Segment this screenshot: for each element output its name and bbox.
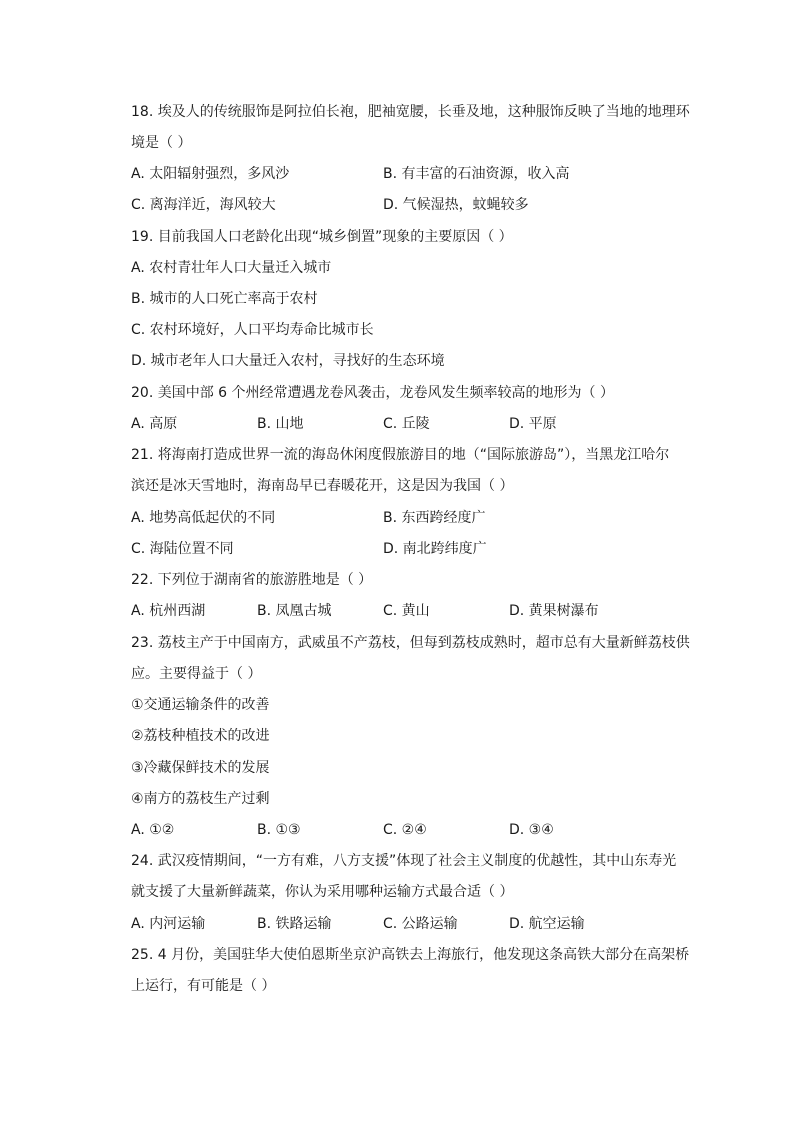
q21-option-d[interactable]: D. 南北跨纬度广 (383, 541, 487, 557)
q23-item-4: ④南方的荔枝生产过剩 (131, 791, 270, 807)
q18-option-b[interactable]: B. 有丰富的石油资源，收入高 (383, 166, 570, 182)
q20-option-b[interactable]: B. 山地 (257, 416, 304, 432)
q21-option-c[interactable]: C. 海陆位置不同 (131, 541, 234, 557)
q19-option-b[interactable]: B. 城市的人口死亡率高于农村 (131, 291, 318, 307)
q22-option-d[interactable]: D. 黄果树瀑布 (509, 603, 599, 619)
q21-stem-line2: 滨还是冰天雪地时，海南岛早已春暖花开，这是因为我国（ ） (131, 478, 514, 494)
q20-option-d[interactable]: D. 平原 (509, 416, 557, 432)
q18-options-row2 (131, 195, 691, 215)
q20-option-a[interactable]: A. 高原 (131, 416, 178, 432)
q21-option-a[interactable]: A. 地势高低起伏的不同 (131, 510, 276, 526)
q25-stem-line2: 上运行，有可能是（ ） (131, 978, 276, 994)
q18-stem-line1: 18. 埃及人的传统服饰是阿拉伯长袍，肥袖宽腰，长垂及地，这种服饰反映了当地的地理环 (131, 104, 690, 120)
q25-stem-line1: 25. 4 月份，美国驻华大使伯恩斯坐京沪高铁去上海旅行，他发现这条高铁大部分在高架桥 (131, 947, 690, 963)
q24-stem-line1: 24. 武汉疫情期间，“一方有难，八方支援”体现了社会主义制度的优越性，其中山东寿光 (131, 853, 677, 869)
q23-option-a[interactable]: A. ①② (131, 822, 175, 838)
q23-item-2: ②荔枝种植技术的改进 (131, 728, 270, 744)
q18-option-d[interactable]: D. 气候湿热，蚊蝇较多 (383, 197, 529, 213)
q24-option-b[interactable]: B. 铁路运输 (257, 916, 332, 932)
q24-option-a[interactable]: A. 内河运输 (131, 916, 206, 932)
q23-stem-line1: 23. 荔枝主产于中国南方，武威虽不产荔枝，但每到荔枝成熟时，超市总有大量新鲜荔枝供 (131, 635, 690, 651)
q22-option-a[interactable]: A. 杭州西湖 (131, 603, 206, 619)
q23-options (131, 820, 691, 840)
q18-stem-line2: 境是（ ） (131, 135, 192, 151)
q22-options (131, 601, 691, 621)
q19-option-d[interactable]: D. 城市老年人口大量迁入农村，寻找好的生态环境 (131, 353, 445, 369)
q24-options (131, 914, 691, 934)
q23-option-c[interactable]: C. ②④ (383, 822, 427, 838)
q20-option-c[interactable]: C. 丘陵 (383, 416, 430, 432)
q24-option-c[interactable]: C. 公路运输 (383, 916, 458, 932)
q22-option-c[interactable]: C. 黄山 (383, 603, 430, 619)
q18-option-a[interactable]: A. 太阳辐射强烈，多风沙 (131, 166, 290, 182)
q23-option-b[interactable]: B. ①③ (257, 822, 301, 838)
q19-option-c[interactable]: C. 农村环境好，人口平均寿命比城市长 (131, 322, 374, 338)
q23-option-d[interactable]: D. ③④ (509, 822, 554, 838)
q21-option-b[interactable]: B. 东西跨经度广 (383, 510, 486, 526)
q24-option-d[interactable]: D. 航空运输 (509, 916, 585, 932)
q18-options-row1 (131, 164, 691, 184)
q21-options-row1 (131, 508, 691, 528)
q20-options (131, 414, 691, 434)
q22-option-b[interactable]: B. 凤凰古城 (257, 603, 332, 619)
q19-stem: 19. 目前我国人口老龄化出现“城乡倒置”现象的主要原因（ ） (131, 229, 513, 245)
q24-stem-line2: 就支援了大量新鲜蔬菜，你认为采用哪种运输方式最合适（ ） (131, 884, 514, 900)
q20-stem: 20. 美国中部 6 个州经常遭遇龙卷风袭击，龙卷风发生频率较高的地形为（ ） (131, 385, 614, 401)
q18-option-c[interactable]: C. 离海洋近，海风较大 (131, 197, 276, 213)
q22-stem: 22. 下列位于湖南省的旅游胜地是（ ） (131, 572, 373, 588)
q23-item-1: ①交通运输条件的改善 (131, 697, 270, 713)
q19-option-a[interactable]: A. 农村青壮年人口大量迁入城市 (131, 260, 332, 276)
q21-stem-line1: 21. 将海南打造成世界一流的海岛休闲度假旅游目的地（“国际旅游岛”），当黑龙江哈尔 (131, 447, 670, 463)
q23-item-3: ③冷藏保鲜技术的发展 (131, 760, 270, 776)
q23-stem-line2: 应。主要得益于（ ） (131, 666, 262, 682)
q21-options-row2 (131, 539, 691, 559)
